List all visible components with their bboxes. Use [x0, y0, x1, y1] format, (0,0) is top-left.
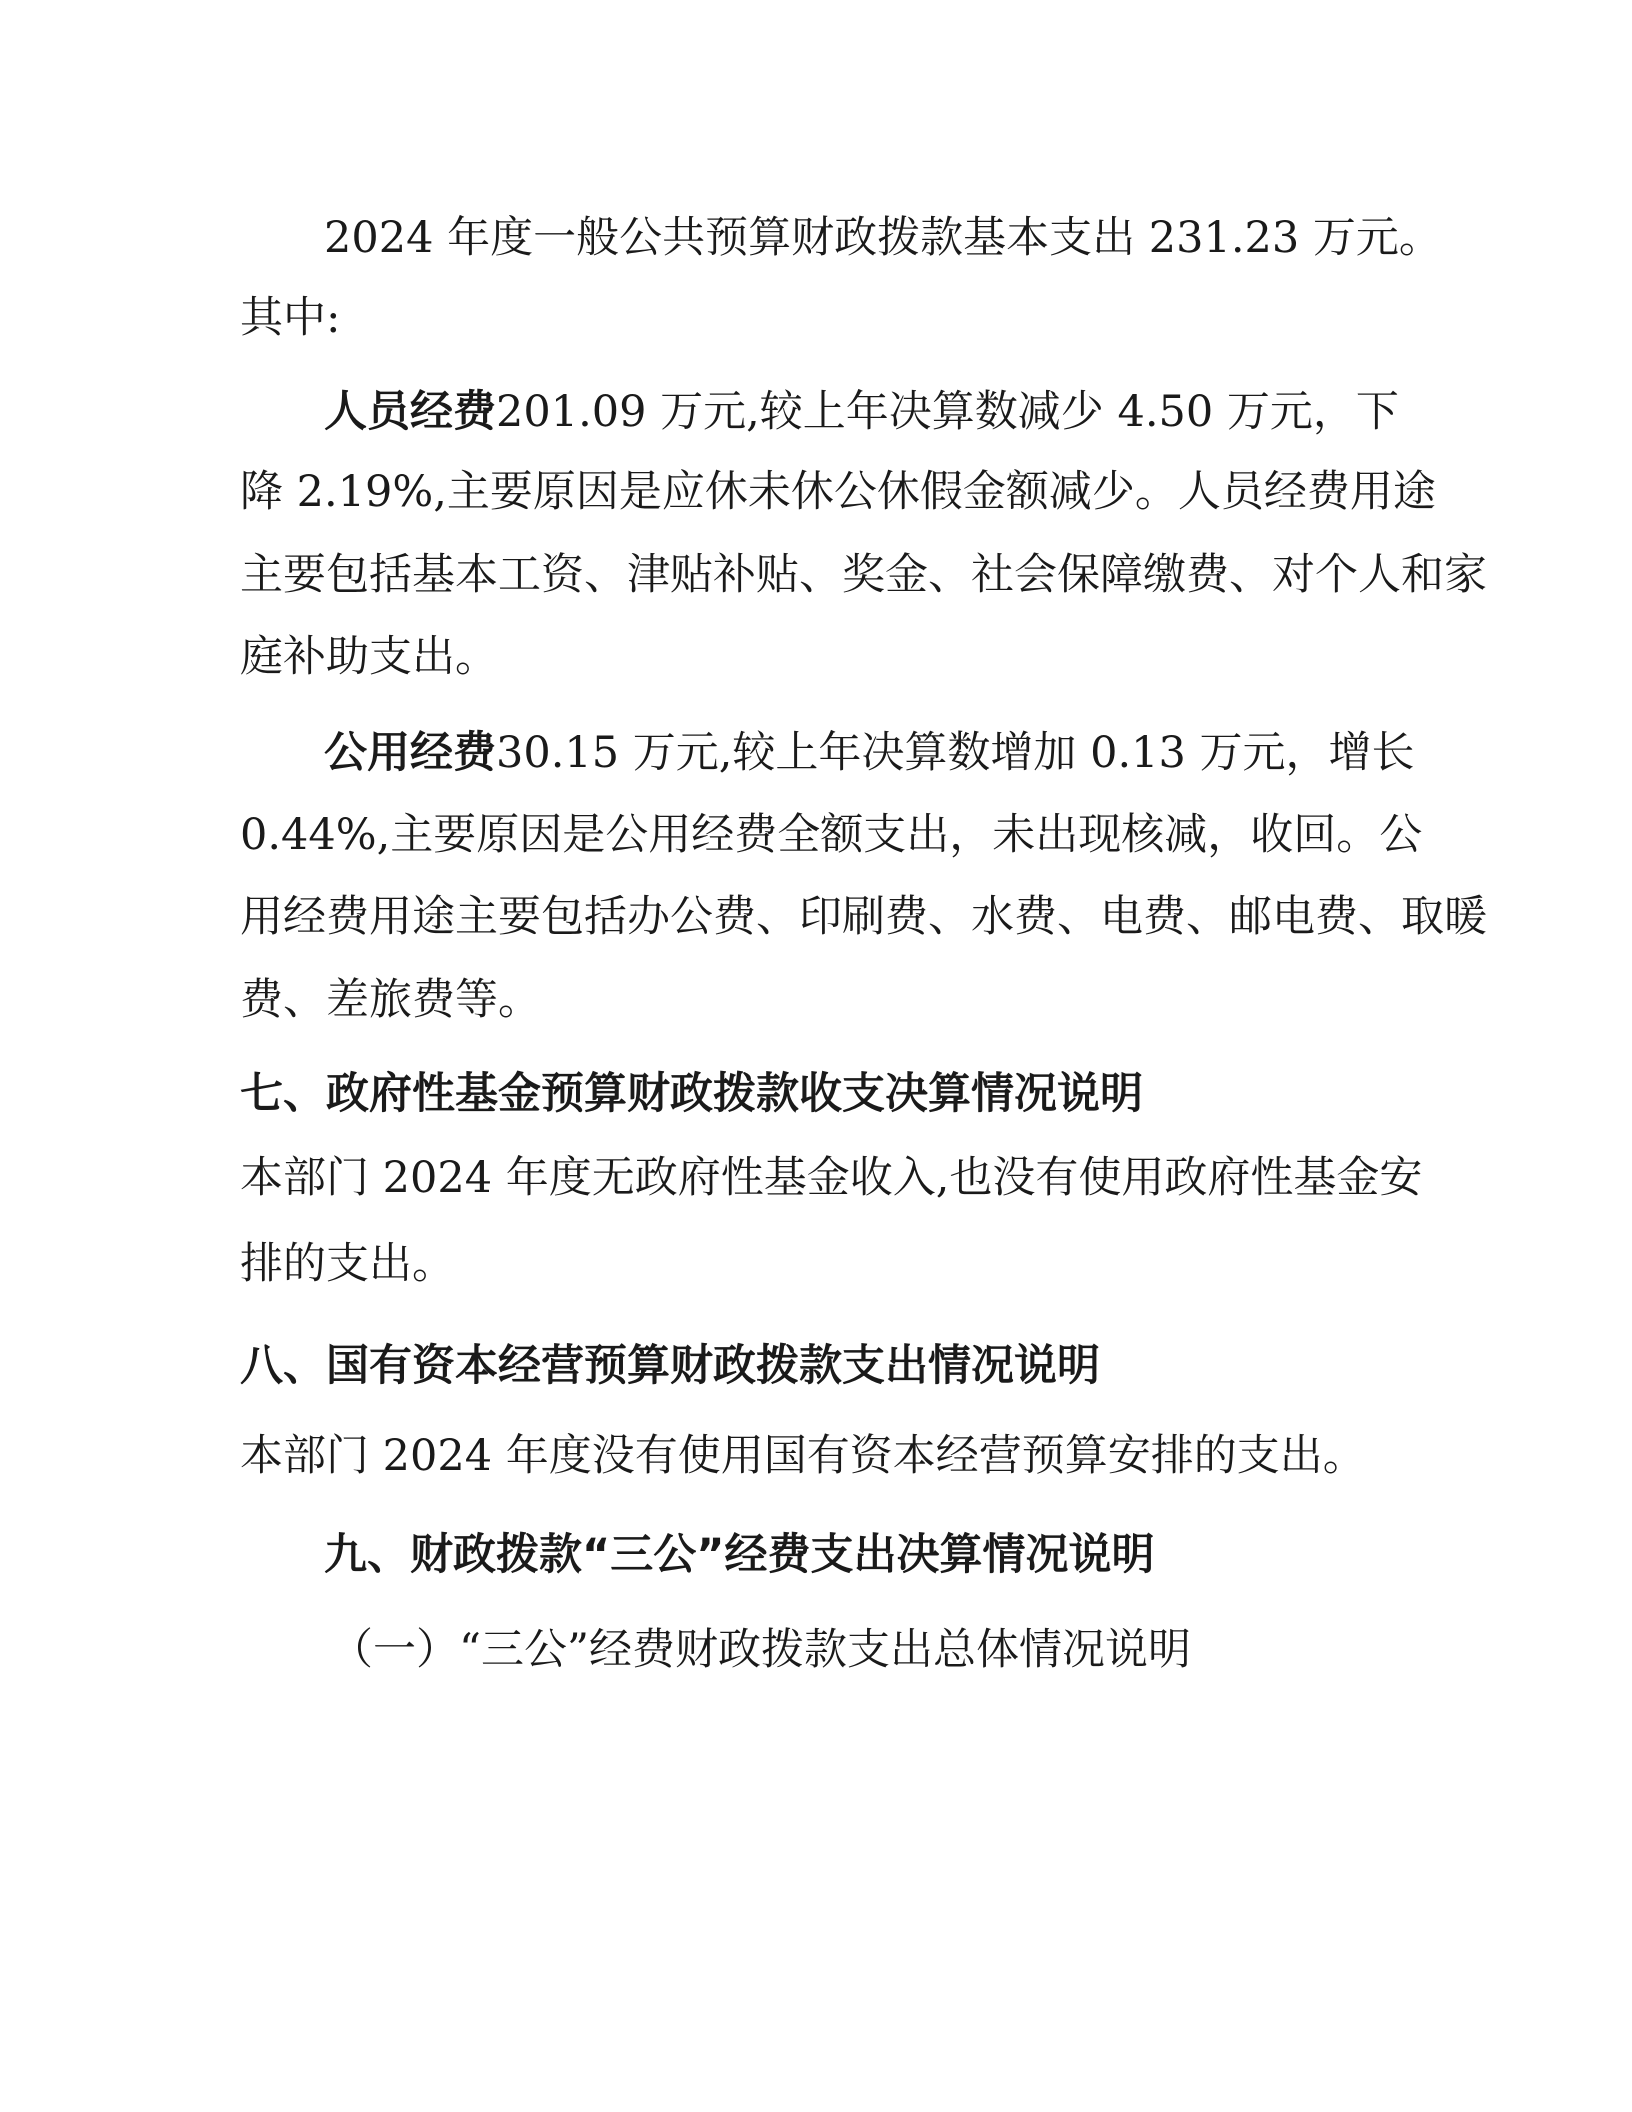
personnel-expenses-line-3: 主要包括基本工资、津贴补贴、奖金、社会保障缴费、对个人和家: [240, 550, 1487, 600]
basic-expenditure-line-1: 2024 年度一般公共预算财政拨款基本支出 231.23 万元。: [324, 213, 1442, 263]
section-7-line-2: 排的支出。: [240, 1239, 455, 1289]
public-expenses-line-2: 0.44%,主要原因是公用经费全额支出，未出现核减，收回。公: [240, 810, 1423, 860]
public-expenses-text: 30.15 万元,较上年决算数增加 0.13 万元，增长: [496, 728, 1415, 778]
section-8-heading: 八、国有资本经营预算财政拨款支出情况说明: [240, 1341, 1100, 1391]
personnel-expenses-line-2: 降 2.19%,主要原因是应休未休公休假金额减少。人员经费用途: [240, 467, 1436, 517]
public-expenses-line-3: 用经费用途主要包括办公费、印刷费、水费、电费、邮电费、取暖: [240, 892, 1487, 942]
personnel-expenses-line-1: [324, 382, 1399, 442]
public-expenses-line-4: 费、差旅费等。: [240, 975, 541, 1025]
section-9-subheading: （一）“三公”经费财政拨款支出总体情况说明: [330, 1625, 1191, 1675]
personnel-expenses-line-4: 庭补助支出。: [240, 632, 498, 682]
public-expenses-label: 公用经费: [324, 728, 496, 778]
basic-expenditure-line-2: 其中:: [240, 293, 341, 343]
section-8-line-1: 本部门 2024 年度没有使用国有资本经营预算安排的支出。: [240, 1431, 1366, 1481]
personnel-expenses-text: 201.09 万元,较上年决算数减少 4.50 万元，下: [496, 387, 1399, 437]
section-7-line-1: 本部门 2024 年度无政府性基金收入,也没有使用政府性基金安: [240, 1153, 1423, 1203]
section-7-heading: 七、政府性基金预算财政拨款收支决算情况说明: [240, 1069, 1143, 1119]
section-9-heading: 九、财政拨款“三公”经费支出决算情况说明: [324, 1530, 1155, 1580]
personnel-expenses-label: 人员经费: [324, 387, 496, 437]
public-expenses-line-1: [324, 723, 1415, 783]
